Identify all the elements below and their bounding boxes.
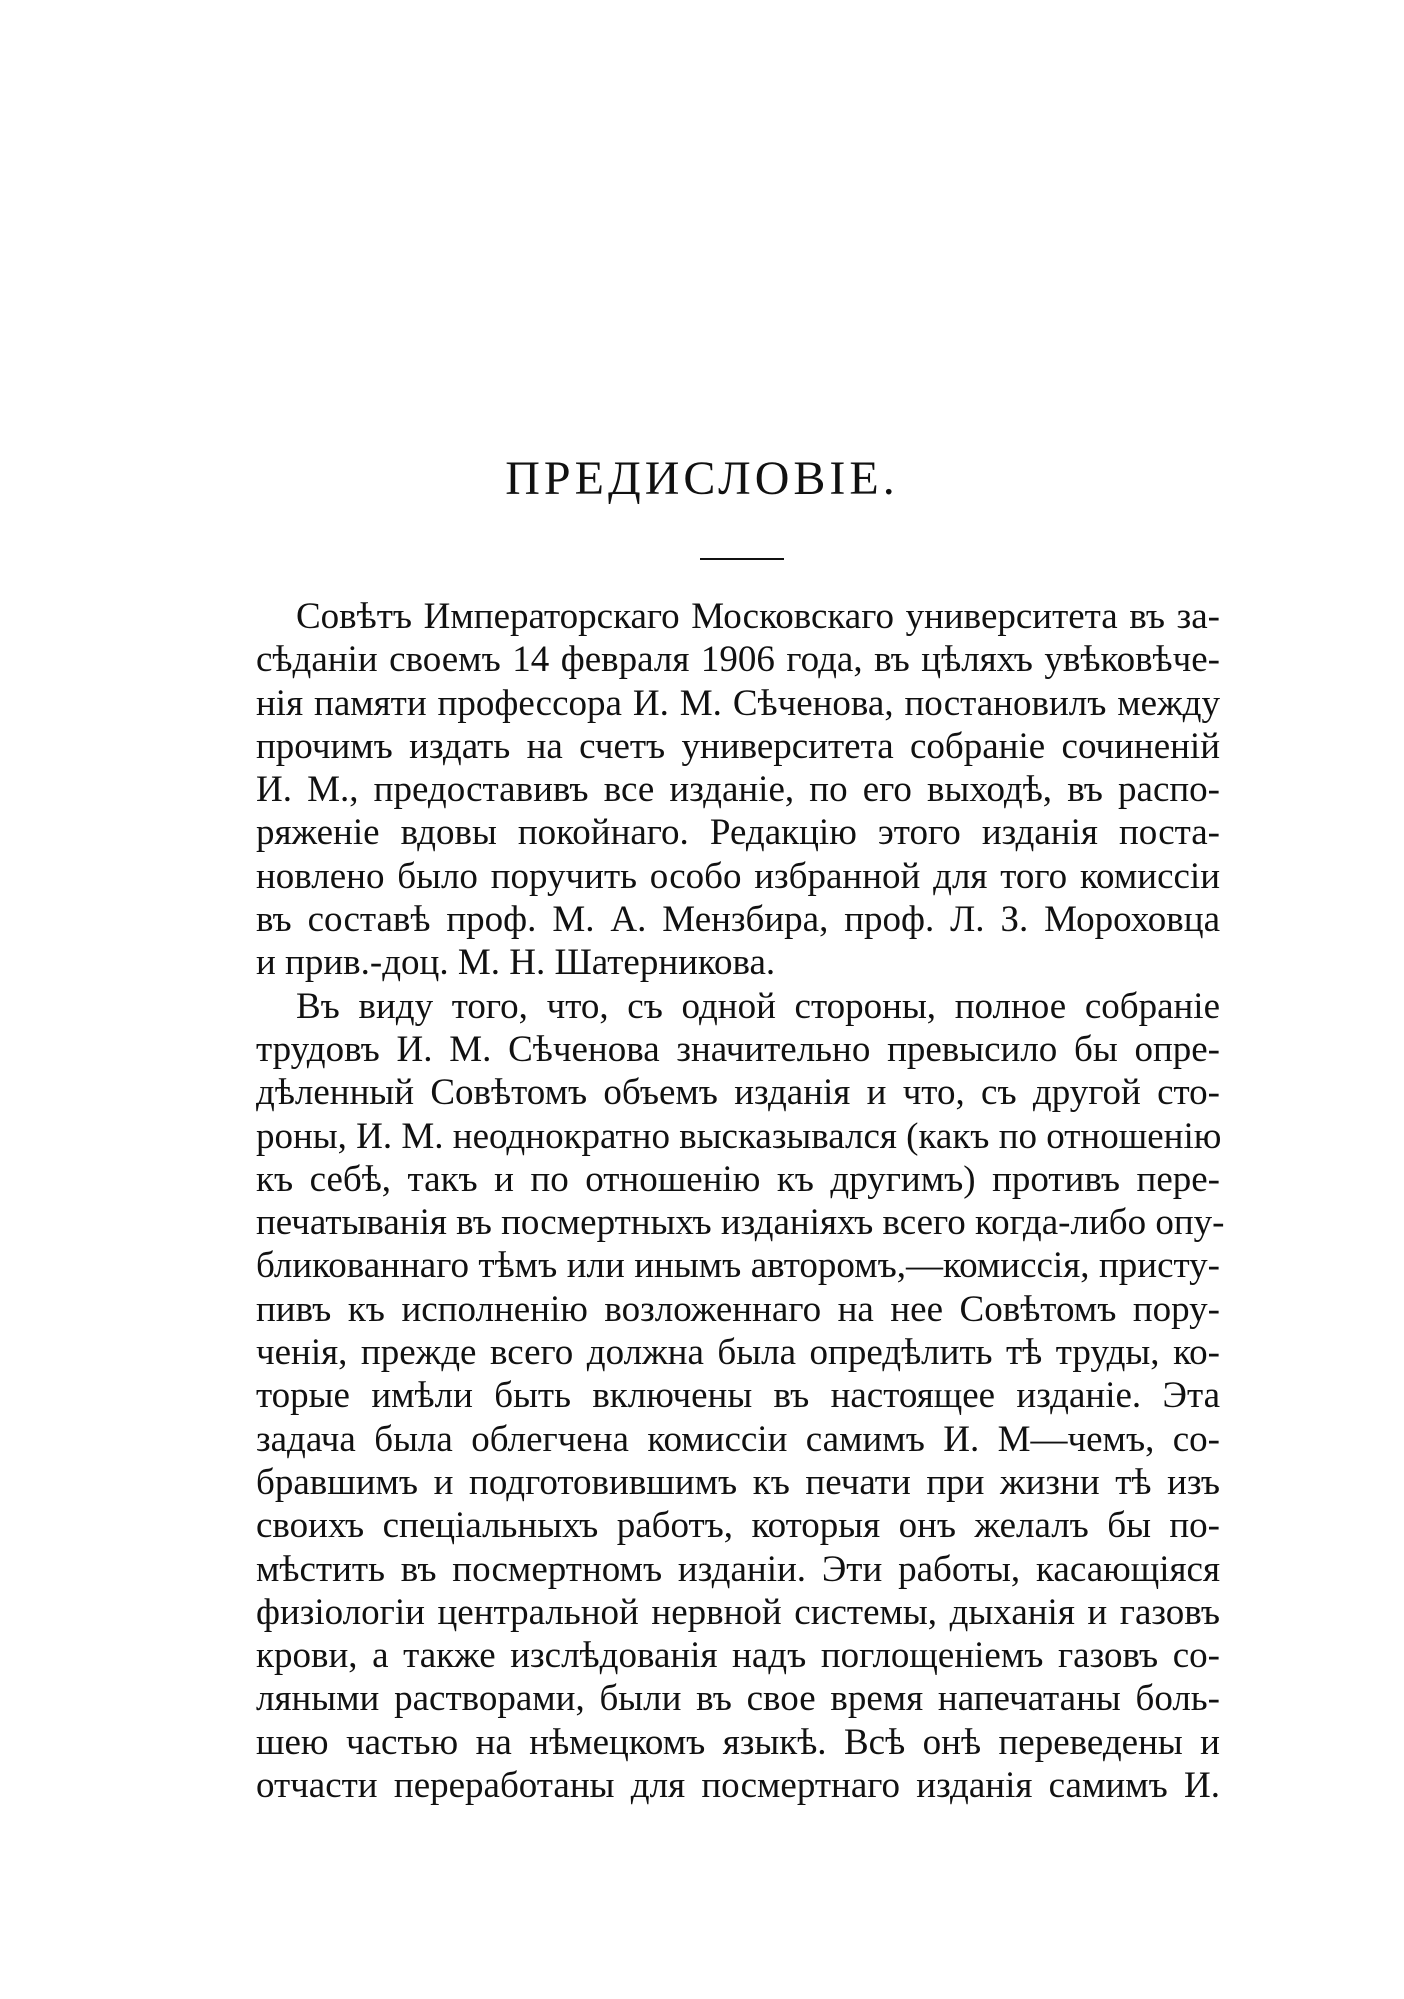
text-line: Въ виду того, что, съ одной стороны, полное собраніе bbox=[296, 985, 1220, 1027]
body-text bbox=[256, 595, 1225, 1807]
text-line: И. М., предоставивъ все изданіе, по его выходѣ, въ распо- bbox=[256, 769, 1220, 811]
text-line: своихъ спеціальныхъ работъ, которыя онъ желалъ бы по- bbox=[256, 1505, 1220, 1547]
text-line: къ себѣ, такъ и по отношенію къ другимъ) противъ пере- bbox=[256, 1158, 1220, 1200]
text-line: ченія, прежде всего должна была опредѣлить тѣ труды, ко- bbox=[256, 1332, 1220, 1374]
text-line: сѣданіи своемъ 14 февраля 1906 года, въ цѣляхъ увѣковѣче- bbox=[256, 639, 1220, 681]
text-line: пивъ къ исполненію возложеннаго на нее Совѣтомъ пору- bbox=[256, 1288, 1220, 1330]
text-line: торые имѣли быть включены въ настоящее изданіе. Эта bbox=[256, 1375, 1220, 1417]
text-line: ряженіе вдовы покойнаго. Редакцію этого изданія поста- bbox=[256, 812, 1220, 854]
text-line: прочимъ издать на счетъ университета собраніе сочиненій bbox=[256, 725, 1220, 767]
text-line: бравшимъ и подготовившимъ къ печати при жизни тѣ изъ bbox=[256, 1461, 1220, 1503]
text-line: трудовъ И. М. Сѣченова значительно превысило бы опре- bbox=[256, 1028, 1220, 1070]
text-line: бликованнаго тѣмъ или инымъ авторомъ,—комиссія, присту- bbox=[256, 1245, 1220, 1287]
title-divider bbox=[700, 558, 784, 560]
text-line: мѣстить въ посмертномъ изданіи. Эти работы, касающіяся bbox=[256, 1548, 1220, 1590]
text-line: задача была облегчена комиссіи самимъ И. М—чемъ, со- bbox=[256, 1418, 1220, 1460]
text-line: Совѣтъ Императорскаго Московскаго университета въ за- bbox=[296, 596, 1220, 637]
text-line: роны, И. М. неоднократно высказывался (какъ по отношенію bbox=[256, 1115, 1222, 1157]
text-line: ляными растворами, были въ свое время напечатаны боль- bbox=[256, 1678, 1220, 1720]
text-line: и прив.-доц. М. Н. Шатерникова. bbox=[256, 942, 776, 984]
text-line: нія памяти профессора И. М. Сѣченова, постановилъ между bbox=[256, 682, 1220, 724]
text-line: въ составѣ проф. М. А. Мензбира, проф. Л. З. Мороховца bbox=[256, 899, 1220, 941]
text-line: дѣленный Совѣтомъ объемъ изданія и что, съ другой сто- bbox=[256, 1072, 1220, 1114]
text-line: печатыванія въ посмертныхъ изданіяхъ всего когда-либо опу- bbox=[256, 1202, 1225, 1244]
text-line: крови, а также изслѣдованія надъ поглощеніемъ газовъ со- bbox=[256, 1635, 1220, 1677]
page-title: ПРЕДИСЛОВІЕ. bbox=[505, 452, 899, 505]
text-line: отчасти переработаны для посмертнаго изданія самимъ И. bbox=[256, 1765, 1220, 1807]
text-line: шею частью на нѣмецкомъ языкѣ. Всѣ онѣ переведены и bbox=[256, 1721, 1220, 1763]
text-line: новлено было поручить особо избранной для того комиссіи bbox=[256, 855, 1220, 897]
text-line: физіологіи центральной нервной системы, дыханія и газовъ bbox=[256, 1591, 1220, 1633]
